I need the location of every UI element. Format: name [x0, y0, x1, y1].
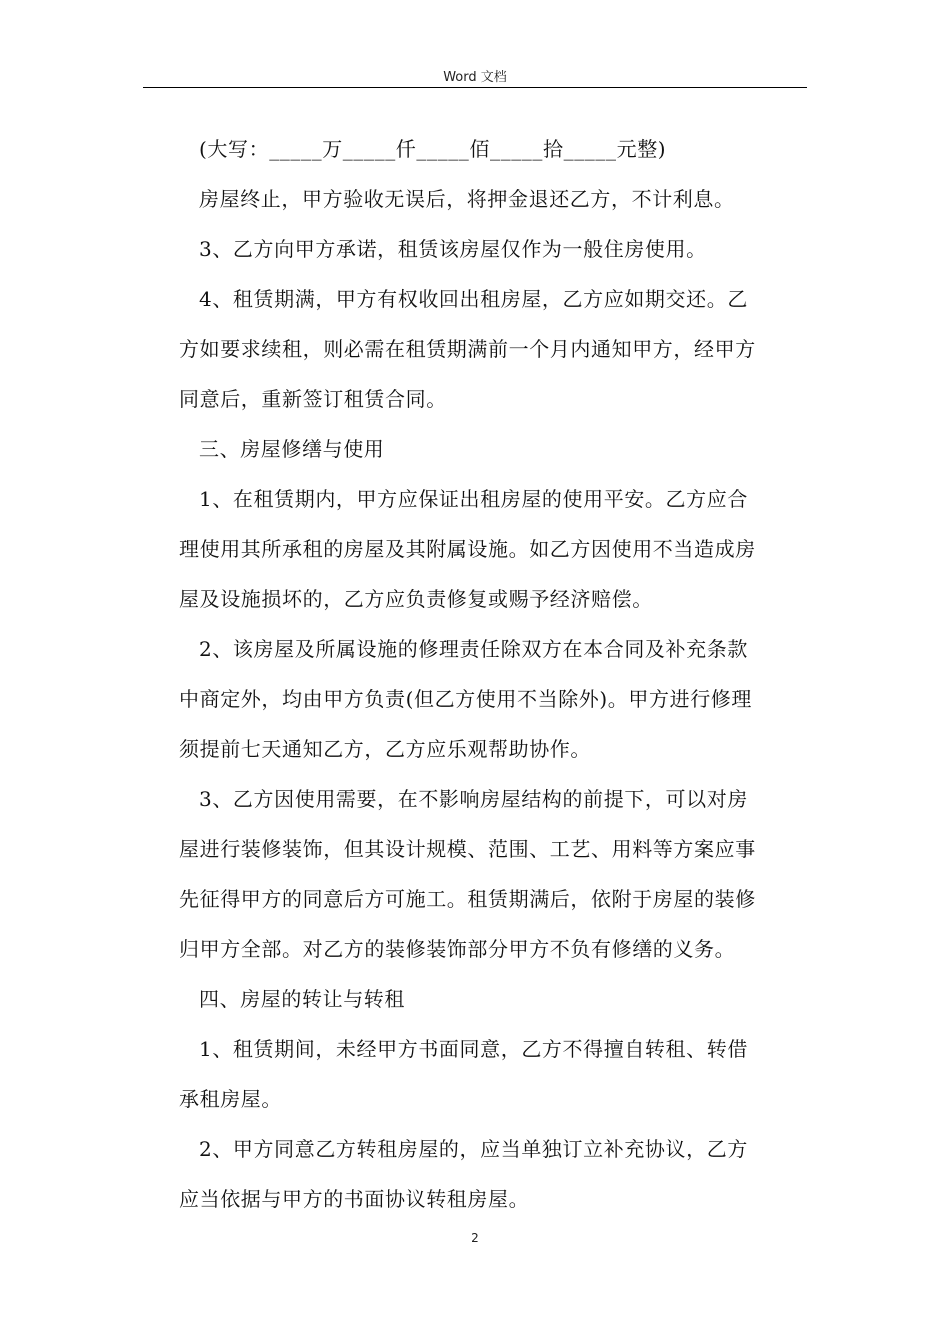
- page-header: Word 文档: [443, 70, 507, 85]
- text-line: (大写：_____万_____仟_____佰_____拾_____元整): [199, 137, 667, 161]
- text-line: 房屋终止，甲方验收无误后，将押金退还乙方，不计利息。: [199, 187, 735, 211]
- document-body: [179, 124, 805, 1224]
- section-heading: 四、房屋的转让与转租: [199, 987, 405, 1011]
- text-line: 须提前七天通知乙方，乙方应乐观帮助协作。: [179, 737, 591, 761]
- text-line: 1、在租赁期内，甲方应保证出租房屋的使用平安。乙方应合: [199, 487, 748, 511]
- text-line: 中商定外，均由甲方负责(但乙方使用不当除外)。甲方进行修理: [179, 687, 753, 711]
- text-line: 3、乙方向甲方承诺，租赁该房屋仅作为一般住房使用。: [199, 237, 707, 261]
- text-line: 2、甲方同意乙方转租房屋的，应当单独订立补充协议，乙方: [199, 1137, 748, 1161]
- text-line: 归甲方全部。对乙方的装修装饰部分甲方不负有修缮的义务。: [179, 937, 736, 961]
- text-line: 先征得甲方的同意后方可施工。租赁期满后，依附于房屋的装修: [179, 887, 756, 911]
- section-heading: 三、房屋修缮与使用: [199, 437, 385, 461]
- page-number: 2: [471, 1231, 479, 1245]
- text-line: 3、乙方因使用需要，在不影响房屋结构的前提下，可以对房: [199, 787, 748, 811]
- text-line: 1、租赁期间，未经甲方书面同意，乙方不得擅自转租、转借: [199, 1037, 748, 1061]
- text-line: 承租房屋。: [179, 1087, 282, 1111]
- text-line: 2、该房屋及所属设施的修理责任除双方在本合同及补充条款: [199, 637, 748, 661]
- text-line: 应当依据与甲方的书面协议转租房屋。: [179, 1187, 530, 1211]
- header-divider: [143, 87, 807, 88]
- text-line: 4、租赁期满，甲方有权收回出租房屋，乙方应如期交还。乙: [199, 287, 748, 311]
- text-line: 同意后，重新签订租赁合同。: [179, 387, 447, 411]
- text-line: 屋及设施损坏的，乙方应负责修复或赐予经济赔偿。: [179, 587, 653, 611]
- text-line: 方如要求续租，则必需在租赁期满前一个月内通知甲方，经甲方: [179, 337, 756, 361]
- text-line: 理使用其所承租的房屋及其附属设施。如乙方因使用不当造成房: [179, 537, 756, 561]
- text-line: 屋进行装修装饰，但其设计规模、范围、工艺、用料等方案应事: [179, 837, 756, 861]
